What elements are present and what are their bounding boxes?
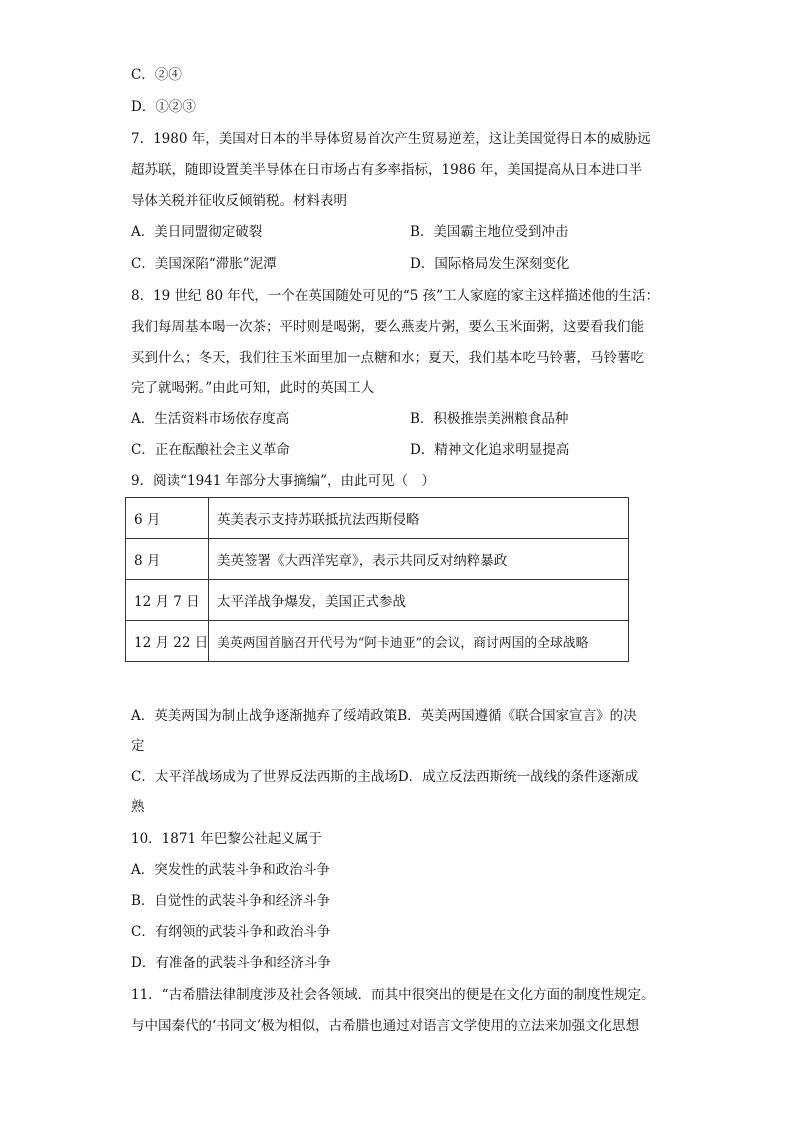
events-table [125,497,629,662]
q10-option-b: B．自觉性的武装斗争和经济斗争 [131,893,330,909]
table-row [126,621,629,662]
q9-options-ab-line-2: 定 [131,738,145,754]
q7-option-d: D．国际格局发生深刻变化 [410,256,570,272]
table-row [126,580,629,621]
q7-stem-line-2: 超苏联，随即设置美半导体在日市场占有多率指标，1986 年，美国提高从日本进口半 [131,162,643,178]
q9-options-ab-line-1: A．英美两国为制止战争逐渐抛弃了绥靖政策B．英美两国遵循《联合国家宣言》的决 [131,708,637,724]
table-cell-date: 12 月 7 日 [126,580,209,621]
q11-stem-line-1: 11．“古希腊法律制度涉及社会各领域．而其中很突出的便是在文化方面的制度性规定。 [131,987,655,1003]
table-cell-event: 美英两国首脑召开代号为“阿卡迪亚”的会议，商讨两国的全球战略 [209,621,629,662]
q8-option-c: C．正在酝酿社会主义革命 [131,442,290,458]
table-cell-event: 美英签署《大西洋宪章》，表示共同反对纳粹暴政 [209,539,629,580]
table-cell-date: 8 月 [126,539,209,580]
q8-stem-line-2: 我们每周基本喝一次茶；平时则是喝粥，要么燕麦片粥，要么玉米面粥，这要看我们能 [131,319,644,335]
q7-option-b: B．美国霸主地位受到冲击 [410,224,569,240]
q8-option-b: B．积极推崇美洲粮食品种 [410,411,569,427]
q6-option-c: C．②④ [131,67,182,83]
q9-options-cd-line-1: C．太平洋战场成为了世界反法西斯的主战场D．成立反法西斯统一战线的条件逐渐成 [131,769,639,785]
q8-option-d: D．精神文化追求明显提高 [410,442,570,458]
q7-option-a: A．美日同盟彻定破裂 [131,224,263,240]
q10-option-a: A．突发性的武装斗争和政治斗争 [131,862,330,878]
q6-option-d: D．①②③ [131,99,196,115]
q8-stem-line-1: 8．19 世纪 80 年代，一个在英国随处可见的“5 孩”工人家庭的家主这样描述他的生活： [131,288,660,304]
q10-stem: 10．1871 年巴黎公社起义属于 [131,831,322,847]
q10-option-c: C．有纲领的武装斗争和政治斗争 [131,924,331,940]
table-cell-event: 英美表示支持苏联抵抗法西斯侵略 [209,498,629,539]
q8-option-a: A．生活资料市场依存度高 [131,411,290,427]
table-cell-event: 太平洋战争爆发，美国正式参战 [209,580,629,621]
table-cell-date: 6 月 [126,498,209,539]
q8-stem-line-4: 完了就喝粥。”由此可知，此时的英国工人 [131,380,375,396]
q11-stem-line-2: 与中国秦代的‘书同文’极为相似，古希腊也通过对语言文学使用的立法来加强文化思想 [131,1018,640,1034]
q7-stem-line-1: 7．1980 年，美国对日本的半导体贸易首次产生贸易逆差，这让美国觉得日本的威胁远 [131,131,651,147]
q9-stem: 9．阅读“1941 年部分大事摘编”，由此可见（ ） [131,473,436,489]
table-row [126,498,629,539]
table-cell-date: 12 月 22 日 [126,621,209,662]
q8-stem-line-3: 买到什么；冬天，我们往玉米面里加一点糖和水；夏天，我们基本吃马铃薯，马铃薯吃 [131,350,644,366]
table-row [126,539,629,580]
q10-option-d: D．有准备的武装斗争和经济斗争 [131,955,331,971]
q7-stem-line-3: 导体关税并征收反倾销税。材料表明 [131,193,347,209]
q7-option-c: C．美国深陷“滞胀”泥潭 [131,256,277,272]
q9-options-cd-line-2: 熟 [131,799,145,815]
